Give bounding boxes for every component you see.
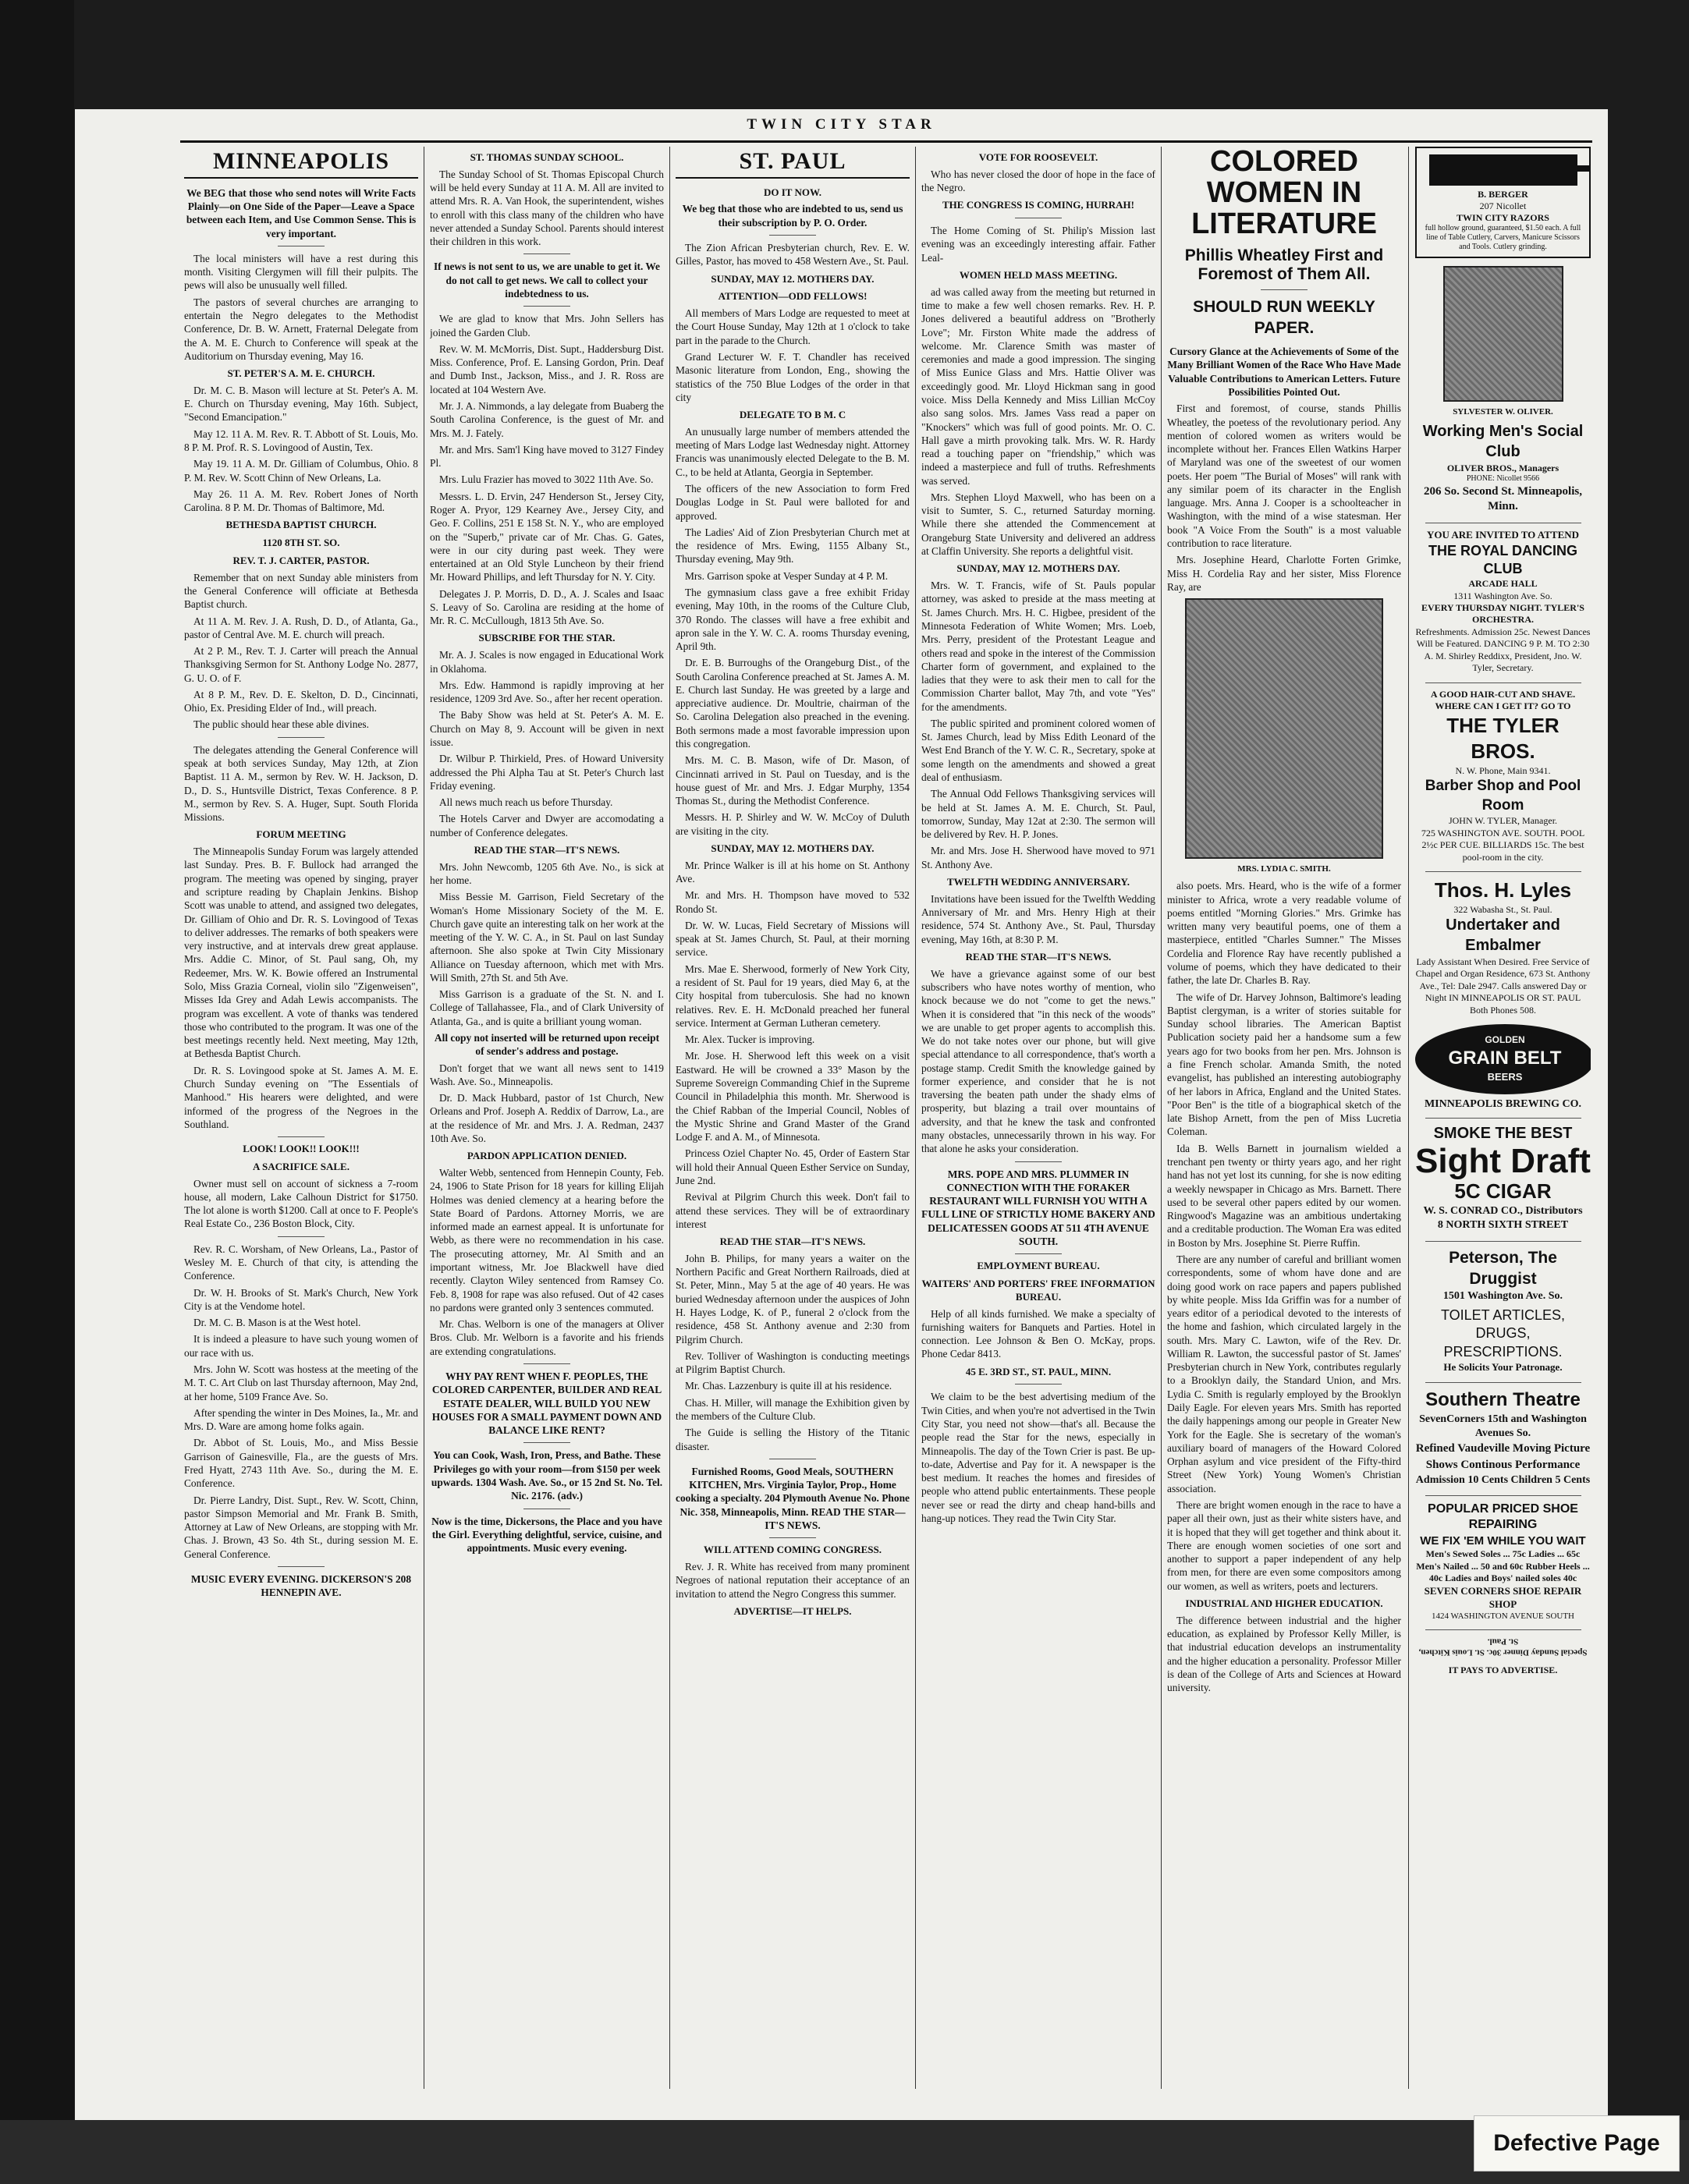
paragraph: After spending the winter in Des Moines, Ia., Mr. and Mrs. D. Ware are among home folks again. (184, 1406, 418, 1433)
paragraph: All members of Mars Lodge are requested to meet at the Court House Sunday, May 12th at 1 o'clock to take part in the parade to the Church. (676, 307, 910, 346)
paragraph: Dr. Abbot of St. Louis, Mo., and Miss Bessie Garrison of Gainesville, Fla., are the guests of Mrs. Fred Hyatt, 2743 11th Ave. So., during the M. E. Conference. (184, 1437, 418, 1490)
paragraph: The Sunday School of St. Thomas Episcopal Church will be held every Sunday at 11 A. M. All are invited to attend Mrs. R. A. Van Hook, the superintendent, wishes to enroll with this class many of the children who have never attended a Sunday School. Parents should interest their children in this work. (430, 168, 664, 248)
shoe-shop-name: SEVEN CORNERS SHOE REPAIR SHOP (1424, 1584, 1582, 1610)
dancing-club-ad (1415, 529, 1591, 675)
paragraph: Mr. Chas. Welborn is one of the managers at Oliver Bros. Club. Mr. Welborn is a favorite and his friends are extending congratulations. (430, 1318, 664, 1357)
paragraph: Owner must sell on account of sickness a 7-room house, all modern, Lake Calhoun District for $1750. The lot alone is worth $1200. Call at once to F. People's Real Estate Co., 236 Boston Block, City. (184, 1177, 418, 1230)
scan-bottom-margin (0, 2120, 1689, 2184)
divider (523, 306, 570, 307)
grain-belt-ad (1415, 1024, 1591, 1112)
subheading: A SACRIFICE SALE. (253, 1160, 350, 1172)
paragraph: Messrs. H. P. Shirley and W. W. McCoy of Duluth are visiting in the city. (676, 811, 910, 837)
subheading: SUNDAY, MAY 12. MOTHERS DAY. (956, 562, 1120, 575)
column-rule (915, 147, 916, 2089)
paragraph: John B. Philips, for many years a waiter on the Northern Pacific and Great Northern Railroads, died at St. Peter, Minn., May 5 at the age of 40 years. He was buried Wednesday afternoon under the auspices of John H. Hayes Lodge, K. of P., funeral 2 o'clock from the residence, 458 St. Anthony avenue and 2:30 from Pilgrim Church. (676, 1252, 910, 1346)
subheading: 45 E. 3RD ST., ST. PAUL, MINN. (965, 1365, 1112, 1377)
column-st-paul (676, 147, 910, 2104)
paragraph: It is indeed a pleasure to have such young women of our race with us. (184, 1333, 418, 1359)
subheading: FORUM MEETING (256, 828, 346, 841)
lyles-text: Lady Assistant When Desired. Free Service of Chapel and Organ Residence, 673 St. Anthony Ave., Tel: Dale 2947. Calls answered Day or Night IN MINNEAPOLIS OR ST. PAUL Both Phones 508. (1415, 956, 1591, 1016)
paragraph: There are bright women enough in the race to have a paper all their own, just as their white sisters have, and it is hoped that they will get together and think about it. There are enough women societies of one sort and another to support a paper independent of any help from men, for there are even some compositors among our women, as well as writers, poets and lecturers. (1167, 1499, 1401, 1592)
cigar-top: SMOKE THE BEST (1433, 1125, 1573, 1143)
column-rule (669, 147, 670, 2089)
tyler-address: 725 WASHINGTON AVE. SOUTH. POOL 2½c PER CUE. BILLIARDS 15c. The best pool-room in the city. (1421, 827, 1585, 863)
paragraph: Mrs. John Newcomb, 1205 6th Ave. No., is sick at her home. (430, 860, 664, 886)
divider (1425, 1382, 1581, 1383)
paragraph: At 2 P. M., Rev. T. J. Carter will preach the Annual Thanksgiving Sermon for St. Anthony Lodge No. 2877, G. U. O. of F. (184, 645, 418, 684)
paragraph: The Baby Show was held at St. Peter's A. M. E. Church on May 8, 9. Account will be given in next issue. (430, 709, 664, 748)
photo-caption: MRS. LYDIA C. SMITH. (1237, 864, 1331, 874)
theatre-location: SevenCorners 15th and Washington Avenues So. (1419, 1413, 1587, 1439)
paragraph: Invitations have been issued for the Twelfth Wedding Anniversary of Mr. and Mrs. Henry High at their residence, 574 St. Anthony Ave., St. Paul, Thursday evening, May 16th, at 8:30 P. M. (921, 892, 1155, 945)
divider (1015, 1253, 1062, 1254)
razor-icon (1429, 154, 1577, 186)
rooms-ad: You can Cook, Wash, Iron, Press, and Bathe. These Privileges go with your room—from $150 per week upwards. 1304 Wash. Ave. So., or 15 2nd St. No. Tel. Nic. 2176. (adv.) (431, 1449, 663, 1502)
social-club-ad (1415, 422, 1591, 515)
razor-ad-text: full hollow ground, guaranteed, $1.50 each. A full line of Table Cutlery, Carvers, Manicure Scissors and Tools. Cutlery grinding. (1425, 224, 1581, 251)
peterson-druggist-ad (1415, 1247, 1591, 1374)
paragraph: Mrs. Garrison spoke at Vesper Sunday at 4 P. M. (685, 569, 889, 582)
paragraph: Help of all kinds furnished. We make a specialty of furnishing waiters for Banquets and Parties. Hotel in connection. Lee Johnson & Ben O. McKay, props. Phone Cedar 8413. (921, 1307, 1155, 1360)
drug-title: Peterson, The Druggist (1449, 1248, 1557, 1288)
paragraph: Dr. W. H. Brooks of St. Mark's Church, New York City is at the Vendome hotel. (184, 1286, 418, 1312)
carpenter-ad: WHY PAY RENT WHEN F. PEOPLES, THE COLORED CARPENTER, BUILDER AND REAL ESTATE DEALER, WILL BUILD YOU NEW HOUSES FOR A SMALL PAYMENT DOWN AND BALANCE LIKE RENT? (431, 1370, 662, 1437)
paragraph: Dr. M. C. B. Mason will lecture at St. Peter's A. M. E. Church on Thursday evening, May 16th. Subject, "Second Emancipation." (184, 384, 418, 424)
column-minneapolis-continued (430, 147, 664, 2104)
club-managers: OLIVER BROS., Managers (1446, 462, 1559, 473)
dance-address: 1311 Washington Ave. So. (1453, 590, 1552, 601)
subheadline: Phillis Wheatley First and Foremost of Them All. (1184, 246, 1384, 283)
subheading: PARDON APPLICATION DENIED. (467, 1150, 627, 1162)
drug-address: 1501 Washington Ave. So. (1442, 1289, 1563, 1302)
theatre-title: Southern Theatre (1425, 1388, 1581, 1410)
subheading: DO IT NOW. (763, 186, 822, 198)
divider (523, 1442, 570, 1443)
club-phone: PHONE: Nicollet 9566 (1466, 474, 1540, 484)
scan-left-margin (0, 0, 74, 2184)
subheading: SUBSCRIBE FOR THE STAR. (478, 632, 616, 644)
paragraph: Mrs. Lulu Frazier has moved to 3022 11th Ave. So. (439, 473, 654, 486)
dance-info: Refreshments. Admission 25c. Newest Dances Will be Featured. DANCING 9 P. M. TO 2:30 A. M. Shirley Reddixx, President, Jno. W. Tyler, Secretary. (1415, 626, 1591, 674)
divider (1015, 1161, 1062, 1162)
pope-plummer-ad: MRS. POPE AND MRS. PLUMMER IN CONNECTION WITH THE FORAKER RESTAURANT WILL FURNISH YOU WITH A FULL LINE OF STRICTLY HOME BAKERY AND DELICATESSEN GOODS AT 511 4TH AVENUE SOUTH. (921, 1168, 1155, 1247)
tyler-phone: N. W. Phone, Main 9341. (1455, 764, 1551, 776)
paragraph: Mr. Chas. Lazzenbury is quite ill at his residence. (685, 1380, 892, 1392)
paragraph: The gymnasium class gave a free exhibit Friday evening, May 10th, in the rooms of the Culture Club, 370 Rondo. The classes will have a free exhibit and apron sale in the Y. W. C. A. rooms Thursday evening, April 9th. (676, 586, 910, 653)
paragraph: All news much reach us before Thursday. (439, 796, 613, 809)
beer-name: GRAIN BELT (1448, 1047, 1562, 1069)
theatre-show: Refined Vaudeville Moving Picture Shows Continous Performance (1415, 1441, 1591, 1471)
paragraph: Mrs. W. T. Francis, wife of St. Pauls popular attorney, was asked to preside at the mass meeting at St. James Church. Mrs. H. C. Higbee, president of the Minnesota Federation of White Women; Mrs. Loeb, Mrs. Perry, president of the Protestant League and others read and spoke in the interest of the Commission Charter form of government, and explained to the ladies that they were to ask their men to call for the Commission Charter ballot, May 7th, and vote "Yes" for the amendments. (921, 580, 1155, 713)
subheading: WAITERS' AND PORTERS' FREE INFORMATION BUREAU. (921, 1278, 1155, 1303)
newspaper-page (75, 109, 1608, 2120)
paragraph: Dr. M. C. B. Mason is at the West hotel. (193, 1317, 361, 1329)
paragraph: All copy not inserted will be returned upon receipt of sender's address and postage. (434, 1032, 660, 1058)
paragraph: The Guide is selling the History of the Titanic disaster. (676, 1427, 910, 1452)
column-rule (1408, 147, 1409, 2089)
divider (1425, 682, 1581, 683)
club-address: 206 So. Second St. Minneapolis, Minn. (1424, 485, 1582, 513)
column-rule (1161, 147, 1162, 2089)
tyler-top: A GOOD HAIR-CUT AND SHAVE. WHERE CAN I GET IT? GO TO (1430, 688, 1576, 712)
divider (1425, 871, 1581, 872)
paragraph: Mrs. Mae E. Sherwood, formerly of New York City, a resident of St. Paul for 19 years, died May 6, at the City hospital from tuberculosis. She had no known relatives. Rev. E. H. McDonald preached her funeral service. Interment at German Lutheran cemetery. (676, 963, 910, 1029)
paragraph: Rev. W. M. McMorris, Dist. Supt., Haddersburg Dist. Miss. Conference, Prof. E. Lansing Gordon, Prin. Deaf and Dumb Inst., Jackson, Miss., and J. R. Ross are located at 104 Western Ave. (430, 342, 664, 395)
paragraph: Delegates J. P. Morris, D. D., A. J. Scales and Isaac S. Leavy of So. Carolina are residing at the home of Mr. R. C. McCullough, 1813 5th Ave. So. (430, 587, 664, 627)
paragraph: Rev. J. R. White has received from many prominent Negroes of national reputation their acceptance of an invitation to attend the Negro Congress this summer. (676, 1560, 910, 1600)
paragraph: An unusually large number of members attended the meeting of Mars Lodge last Wednesday night. Attorney Francis was unanimously elected Delegate to the B. M. C., to be held at Atlanta, Georgia in September. (676, 425, 910, 478)
sight-draft-ad (1415, 1124, 1591, 1232)
lyles-undertaker-ad (1415, 878, 1591, 1016)
paragraph: May 12. 11 A. M. Rev. R. T. Abbott of St. Louis, Mo. 8 P. M. Prof. R. S. Lovingood of Austin, Tex. (184, 427, 418, 453)
column-literature (1167, 147, 1401, 2104)
editor-notice: We beg that those who are indebted to us, send us their subscription by P. O. Order. (682, 203, 903, 229)
paragraph: The Ladies' Aid of Zion Presbyterian Church met at the residence of Mrs. Ewing, 1155 Albany St., Thursday evening, May 9th. (676, 526, 910, 566)
music-notice: MUSIC EVERY EVENING. DICKERSON'S 208 HENNEPIN AVE. (190, 1572, 412, 1599)
club-title: Working Men's Social Club (1422, 423, 1584, 460)
paragraph: The public should hear these able divines. (193, 718, 369, 731)
paragraph: We have a grievance against some of our best subscribers who have notes worthy of mention, who knock because we do not "come to get the news." When it is considered that "in this neck of the woods" we are unable to get proper agents to accomplish this. We do not take notes over our phone, but will give special attendance to all correspondence, that's worth a postage stamp. Credit Smith the knowledge gained by former experience, and consider that he is not traversing the beaten path under the shady elms of prosperity, but blazing a trail over mountains of adversity, and that he knew the task and confronted many obstacles, unnecessarily thrown in his way. For that alone he asks your consideration. (921, 967, 1155, 1155)
paragraph: May 26. 11 A. M. Rev. Robert Jones of North Carolina. 8 P. M. Dr. Thomas of Baltimore, Md. (184, 488, 418, 514)
subheading: READ THE STAR—IT'S NEWS. (965, 950, 1112, 963)
paragraph: Dr. Wilbur P. Thirkield, Pres. of Howard University addressed the Phi Alpha Tau at St. Peter's Church last Friday evening. (430, 753, 664, 792)
subheading: SUNDAY, MAY 12. MOTHERS DAY. (711, 272, 875, 285)
paragraph: Dr. E. B. Burroughs of the Orangeburg Dist., of the South Carolina Conference preached at St. James A. M. E. Church last Sunday. He was greeted by a large and appreciative audience. Dr. Moultrie, chairman of the So. Carolina Delegation also preached in the evening. Both sermons made a most favorable impression upon this congregation. (676, 657, 910, 750)
tyler-manager: JOHN W. TYLER, Manager. (1448, 815, 1558, 827)
beer-sub: BEERS (1487, 1070, 1523, 1083)
paragraph: Rev. R. C. Worsham, of New Orleans, La., Pastor of Wesley M. E. Church of that city, is attending the Conference. (184, 1243, 418, 1282)
paragraph: The local ministers will have a rest during this month. Visiting Clergymen will fill their pulpits. The pews will also be unusually well filled. (184, 252, 418, 292)
paragraph: May 19. 11 A. M. Dr. Gilliam of Columbus, Ohio. 8 P. M. Rev. W. Scott Chinn of New Orleans, La. (184, 458, 418, 484)
paragraph: Rev. Tolliver of Washington is conducting meetings at Pilgrim Baptist Church. (676, 1349, 910, 1376)
divider (1261, 289, 1308, 290)
tyler-title: THE TYLER BROS. (1446, 713, 1559, 764)
drug-sub: He Solicits Your Patronage. (1443, 1360, 1563, 1373)
paragraph: The delegates attending the General Conference will speak at both services Sunday, May 12th, at Zion Baptist. 11 A. M., sermon by Rev. W. H. Jackson, D. D., D. S., Huntsville District, Texas Conference. 8 P. M., sermon by Rev. S. A. Huger, Supt. South Florida Missions. (184, 743, 418, 824)
divider (769, 1537, 816, 1538)
razor-ad (1415, 147, 1591, 258)
divider (278, 1566, 325, 1567)
razor-ad-name: B. BERGER (1478, 189, 1528, 200)
paragraph: The difference between industrial and the higher education, as explained by Professor Kelly Miller, is that industrial education develops an instrumentality and the higher education a personality. Professor Miller is dean of the College of Arts and Sciences at Howard university. (1167, 1614, 1401, 1694)
paragraph: ad was called away from the meeting but returned in time to make a few well chosen remarks. Rev. H. P. Jones delivered a beautiful address on "Brotherly Love"; Mr. Firston White made the address of welcome. Mr. Clarence Smith was master of ceremonies and made a good impression. The singing of Miss Eunice Glass and Mrs. Hattie Oliver was exceedingly good. Mr. Lloyd Hickman sang in good voice. Miss Della Kennedy and Miss Lillian McCoy also sang solos. Mrs. James Vass read a paper on "Knockers" which was full of good points. Mr. O. C. Hall gave a mirth provoking talk. Mrs. W. R. Hardy read a touching paper on "friendship," which was indeed a masterpiece and full of truths. Refreshments was served. (921, 285, 1155, 487)
subheading: ATTENTION—ODD FELLOWS! (718, 290, 868, 303)
paragraph: The Hotels Carver and Dwyer are accomodating a number of Conference delegates. (430, 813, 664, 838)
paragraph: The public spirited and prominent colored women of St. James Church, lead by Miss Edith Leonard of the West End Branch of the Y. W. C. R., Secretary, spoke at some length on the amendments and showed a great deal of enthusiasm. (921, 717, 1155, 784)
masthead: TWIN CITY STAR (747, 116, 936, 133)
tyler-shop: Barber Shop and Pool Room (1425, 778, 1581, 814)
pays-to-advertise: IT PAYS TO ADVERTISE. (1448, 1664, 1558, 1675)
paragraph: The Annual Odd Fellows Thanksgiving services will be held at St. James A. M. E. Church, St. Paul, tomorrow, Sunday, May 12at at 2:30. The sermon will be delivered by Rev. H. P. Jones. (921, 788, 1155, 841)
paragraph: At 8 P. M., Rev. D. E. Skelton, D. D., Cincinnati, Ohio, Ex. Presiding Elder of Ind., will preach. (184, 688, 418, 714)
paragraph: Chas. H. Miller, will manage the Exhibition given by the members of the Culture Club. (676, 1396, 910, 1422)
theatre-price: Admission 10 Cents Children 5 Cents (1415, 1473, 1591, 1486)
paragraph: Dr. D. Mack Hubbard, pastor of 1st Church, New Orleans and Prof. Joseph A. Reddix of Darrow, La., are at the residence of Mr. and Mrs. J. A. Redman, 2437 10th Ave. So. (430, 1092, 664, 1145)
paragraph: Revival at Pilgrim Church this week. Don't fail to attend these services. They will be of extraordinary interest (676, 1191, 910, 1230)
paragraph: Remember that on next Sunday able ministers from the General Conference will officiate at Bethesda Baptist church. (184, 571, 418, 611)
subheading: 1120 8TH ST. SO. (262, 537, 340, 549)
divider (1425, 1241, 1581, 1242)
paragraph: Mrs. Stephen Lloyd Maxwell, who has been on a visit to Sumter, S. C., returned Saturday morning. While there she attended the Commencement at Orangeburg State University and delivered an address at Claffin University. She reports a delightful visit. (921, 491, 1155, 558)
paragraph: Mrs. John W. Scott was hostess at the meeting of the M. T. C. Art Club on last Thursday afternoon, May 2nd, at her home, 5109 France Ave. So. (184, 1363, 418, 1402)
subheading: ST. PETER'S A. M. E. CHURCH. (227, 367, 375, 380)
subheading: EMPLOYMENT BUREAU. (977, 1260, 1100, 1272)
lyles-trade: Undertaker and Embalmer (1446, 916, 1560, 954)
portrait-photo (1443, 266, 1563, 402)
section-title-minneapolis: MINNEAPOLIS (184, 147, 418, 179)
paragraph: Dr. Pierre Landry, Dist. Supt., Rev. W. Scott, Chinn, pastor Simpson Memorial and Mr. Frank B. Smith, Attorney at Law of New Orleans, are stopping with Mr. Chas. J. Brown, 43 So. 4th St., during session M. E. General Conference. (184, 1494, 418, 1560)
headline-colored-women: COLORED WOMEN IN LITERATURE (1191, 147, 1377, 240)
cigar-address: 8 NORTH SIXTH STREET (1437, 1219, 1569, 1232)
dickersons-ad: Now is the time, Dickersons, the Place and you have the Girl. Everything delightful, service, cuisine, and appointments. Music every evening. (431, 1515, 662, 1555)
editor-notice: If news is not sent to us, we are unable to get it. We do not call to get news. We call to collect your indebtedness to us. (433, 261, 660, 300)
subheading: LOOK! LOOK!! LOOK!!! (243, 1143, 360, 1155)
paragraph: Dr. R. S. Lovingood spoke at St. James A. M. E. Church Sunday evening on "The Essentials of Manhood." His hearers were delighted, and were informed of the progress of the Negroes in the Southland. (184, 1064, 418, 1130)
divider (278, 1136, 325, 1137)
paragraph: There are any number of careful and brilliant women correspondents, some of whom have done and are doing good work on race papers and papers published by white people. Miss Ida Griffin was for a number of years editor of a periodical devoted to the interests of the home and fashion, which circulated largely in the south. Mrs. Mary C. Lawton, wife of the Rev. Dr. William R. Lawton, the successful pastor of St. James' Presbyterian church in New York, contributes regularly to a Brooklyn daily, the Standard Union, and Mrs. Lydia C. Smith is regularly employed by the Brooklyn Daily Eagle. For eleven years Mrs. Smith has reported the daily happenings among our people in Greater New York for the Eagle. She is secretary of the woman's auxiliary board of managers of the Howard Colored Orphan asylum and vice president of the Fifty-third Street (New York) Young Women's Christian association. (1167, 1253, 1401, 1494)
paragraph: Mr. and Mrs. Sam'l King have moved to 3127 Findey Pl. (430, 443, 664, 470)
shoe-title: POPULAR PRICED SHOE REPAIRING (1428, 1502, 1578, 1532)
subheading: INDUSTRIAL AND HIGHER EDUCATION. (1185, 1597, 1383, 1609)
subheading: SUNDAY, MAY 12. MOTHERS DAY. (711, 842, 875, 854)
paragraph: The Home Coming of St. Philip's Mission last evening was an exceedingly interesting affair. Father Leal- (921, 225, 1155, 264)
paragraph: We claim to be the best advertising medium of the Twin Cities, and when you're not advertised in the Twin City Star, you need not show—that's all. Because the people read the Star for the news, especially in Minneapolis. The day of the Town Crier is past. Be up-to-date, Advertise and Pay for it. A newspaper is the best medium. It reaches the homes and firesides of people who attend public entertainments. These people never see or read the dirty and cheap hand-bills and hang-up notices. They read the Twin City Star. (921, 1391, 1155, 1524)
section-title-st-paul: ST. PAUL (676, 147, 910, 179)
paragraph: Mrs. Josephine Heard, Charlotte Forten Grimke, Miss H. Cordelia Ray and her sister, Miss Florence Ray, are (1167, 554, 1401, 593)
paragraph: Mrs. M. C. B. Mason, wife of Dr. Mason, of Cincinnati arrived in St. Paul on Tuesday, and is the house guest of Mr. and Mrs. J. Edgar Murphy, 1354 Thomas St., during the Methodist Conference. (676, 754, 910, 807)
paragraph: Who has never closed the door of hope in the face of the Negro. (921, 168, 1155, 194)
paragraph: Mr. Jose. H. Sherwood left this week on a visit Eastward. He will be crowned a 33° Mason by the Supreme Sovereign Commanding Chief in the Supreme Council in Philadelphia this month. Mr. Sherwood is the Chief Rabban of the Imperial Council, Nobles of the Mystic Shrine and Grand Master of the Grand Lodge F. and A. M., of Minnesota. (676, 1050, 910, 1143)
subheading: READ THE STAR—IT'S NEWS. (474, 843, 620, 856)
paragraph: Mr. J. A. Nimmonds, a lay delegate from Buaberg the South Carolina Conference, is the guest of Mr. and Mrs. M. J. Fately. (430, 399, 664, 439)
paragraph: also poets. Mrs. Heard, who is the wife of a former minister to Africa, wrote a very readable volume of poems entitled "Morning Glories." Mrs. Grimke has written many very beautiful poems, one of them a masterpiece, entitled "Charles Sumner." The Misses Cordelia and Florence Ray have recently published a volume of poems, which they have dedicated to their father, the late Dr. Charles B. Ray. (1167, 880, 1401, 987)
subheading: THE CONGRESS IS COMING, HURRAH! (942, 199, 1134, 211)
divider (523, 1363, 570, 1364)
paragraph: The Zion African Presbyterian church, Rev. E. W. Gilles, Pastor, has moved to 458 Western Ave., St. Paul. (676, 242, 910, 268)
dance-when: EVERY THURSDAY NIGHT. TYLER'S ORCHESTRA. (1421, 601, 1584, 626)
paragraph: Ida B. Wells Barnett in journalism wielded a trenchant pen twenty or thirty years ago, and her right hand has not yet lost its cunning, for she is now editing a weekly newspaper in Chicago as Mrs. Barnett. There used to be several other papers edited by our women. Ringwood's Magazine was an ambitious undertaking and a creditable production. The Woman Era was edited in Boston by Mrs. Josephine St. Pierre Ruffin. (1167, 1142, 1401, 1249)
column-minneapolis (184, 147, 418, 2104)
cigar-distributor: W. S. CONRAD CO., Distributors (1423, 1205, 1583, 1218)
divider (1425, 1118, 1581, 1119)
paragraph: Don't forget that we want all news sent to 1419 Wash. Ave. So., Minneapolis. (430, 1062, 664, 1087)
paragraph: Grand Lecturer W. F. T. Chandler has received Masonic literature from London, Eng., showing the statistics of the 750 Blue Lodges of the order in that city (676, 350, 910, 403)
paragraph: We are glad to know that Mrs. John Sellers has joined the Garden Club. (430, 313, 664, 339)
divider (1425, 1629, 1581, 1630)
cigar-name: Sight Draft (1415, 1141, 1591, 1180)
paragraph: The wife of Dr. Harvey Johnson, Baltimore's leading Baptist clergyman, is a writer of stories suitable for Sunday school libraries. The American Baptist Publication society paid her a handsome sum a few years ago for two books from her pen. Mrs. Johnson is a fine French scholar. Amanda Smith, the noted evangelist, has published an interesting autobiography of her labors in Africa, England and the United States. "Poor Ben" is the title of a biographical sketch of the late Bishop Arnett, from the pen of Miss Lucretia Coleman. (1167, 991, 1401, 1138)
grain-belt-logo (1415, 1024, 1591, 1094)
defective-page-label: Defective Page (1474, 2115, 1680, 2172)
dance-invite: YOU ARE INVITED TO ATTEND (1426, 528, 1580, 541)
subheading: WILL ATTEND COMING CONGRESS. (703, 1544, 882, 1556)
column-st-paul-continued (921, 147, 1155, 2104)
lyles-address: 322 Wabasha St., St. Paul. (1453, 903, 1552, 915)
shoe-address: 1424 WASHINGTON AVENUE SOUTH (1431, 1611, 1575, 1622)
paragraph: Princess Oziel Chapter No. 45, Order of Eastern Star will hold their Annual Queen Esther Service on Sunday, June 2nd. (676, 1147, 910, 1186)
subheading: ST. THOMAS SUNDAY SCHOOL. (470, 151, 624, 163)
divider (1425, 1495, 1581, 1496)
paragraph: The officers of the new Association to form Fred Douglas Lodge in St. Paul were balloted for and approved. (676, 482, 910, 522)
portrait-photo (1185, 598, 1383, 859)
paragraph: The Minneapolis Sunday Forum was largely attended last Sunday. Pres. B. F. Bullock had arranged the program. The meeting was opened by singing, prayer and scripture reading by Chaplain Jenkins. Bishop Scott was unable to attend, and assigned two delegates, Dr. Gilliam of Ohio and Dr. R. S. Lovingood of Texas to deliver addresses. The remarks of both speakers were very instructive, and at intervals drew great applause. Mrs. Addie C. Minor, of St. Paul sang, Oh, my Redeemer, Mrs. W. K. Bowie offered an Instrumental Solo, Miss Grazia Corneal, violin silo "Zigenweisen", Misses Ida Grey and Adah Lewis accompanists. The program was excellent. A vote of thanks was tendered those who contributed to the program. It was one of the best meetings recently held. Next meeting, May 12th, at Bethesda Baptist Church. (184, 846, 418, 1060)
dance-title: THE ROYAL DANCING CLUB (1428, 542, 1578, 576)
upside-down-ad: Special Sunday Dinner 30c. St. Louis Kitchen, St. Paul. (1418, 1636, 1588, 1658)
drug-items: TOILET ARTICLES, DRUGS, PRESCRIPTIONS. (1440, 1306, 1566, 1360)
subheading: DELEGATE TO B M. C (739, 409, 846, 421)
razor-ad-title: TWIN CITY RAZORS (1457, 212, 1549, 223)
paragraph: First and foremost, of course, stands Phillis Wheatley, the poetess of the revolutionary period. Any mention of colored women as writers would be incomplete without her. Frances Ellen Watkins Harper of Maryland was one of the sweetest of our women poets. Her poem "The Burial of Moses" will rank with any similar poem of its character in the English language. Mrs. Anna J. Cooper is a schoolteacher in Washington, with the mind of a wise statesman. Her book "A Voice From the South" is a most valuable contribution to race literature. (1167, 402, 1401, 550)
paragraph: Mr. and Mrs. Jose H. Sherwood have moved to 971 St. Anthony Ave. (921, 845, 1155, 870)
divider (278, 737, 325, 738)
dance-hall: ARCADE HALL (1468, 578, 1538, 590)
paragraph: At 11 A. M. Rev. J. A. Rush, D. D., of Atlanta, Ga., pastor of Central Ave. M. E. church will preach. (184, 615, 418, 640)
column-advertisements (1415, 147, 1591, 2104)
paragraph: Mrs. Edw. Hammond is rapidly improving at her residence, 1209 3rd Ave. So., after her recent operation. (430, 679, 664, 705)
southern-kitchen-ad: Furnished Rooms, Good Meals, SOUTHERN KITCHEN, Mrs. Virginia Taylor, Prop., Home cooking a specialty. 204 Plymouth Avenue No. Phone Nic. 358, Minneapolis, Minn. READ THE STAR—IT'S NEWS. (676, 1465, 910, 1531)
cigar-price: 5C CIGAR (1454, 1179, 1552, 1203)
southern-theatre-ad (1415, 1388, 1591, 1487)
editor-notice: We BEG that those who send notes will Write Facts Plainly—on One Side of the Paper—Leave a Space between each Item, and Use Common Sense. This is very important. (186, 186, 417, 239)
subheading: TWELFTH WEDDING ANNIVERSARY. (947, 876, 1130, 888)
divider (769, 235, 816, 236)
subheading: ADVERTISE—IT HELPS. (733, 1604, 852, 1617)
deck: Cursory Glance at the Achievements of Some of the Many Brilliant Women of the Race Who Have Made Valuable Contributions to American Letters. Future Possibilities Pointed Out. (1167, 346, 1401, 398)
subheading: BETHESDA BAPTIST CHURCH. (225, 519, 377, 531)
beer-top: GOLDEN (1485, 1034, 1525, 1046)
razor-ad-address: 207 Nicollet (1479, 200, 1527, 211)
divider (278, 1236, 325, 1237)
paragraph: The pastors of several churches are arranging to entertain the Negro delegates to the Methodist Conference, Dr. B. W. Arnett, Fraternal Delegate from the A. M. E. Church to Conference will speak at the Auditorium on Thursday evening, May 16. (184, 296, 418, 362)
shoe-prices: Men's Sewed Soles ... 75c Ladies ... 65c Men's Nailed ... 50 and 60c Rubber Heels ... 40c Ladies and Boys' nailed soles 40c (1416, 1548, 1590, 1584)
paragraph: Mr. Prince Walker is ill at his home on St. Anthony Ave. (676, 859, 910, 885)
shoe-repair-ad (1415, 1502, 1591, 1622)
subheadline: SHOULD RUN WEEKLY PAPER. (1193, 297, 1375, 338)
paragraph: Dr. W. W. Lucas, Field Secretary of Missions will speak at St. James Church, St. Paul, at their morning service. (676, 919, 910, 959)
shoe-sub: WE FIX 'EM WHILE YOU WAIT (1420, 1534, 1586, 1548)
brewing-co: MINNEAPOLIS BREWING CO. (1424, 1098, 1582, 1111)
paragraph: Miss Bessie M. Garrison, Field Secretary of the Woman's Home Missionary Society of the M. E. Church gave quite an interesting talk on her work at the meeting of the Y. W. C. A., in St. Paul on last Sunday afternoon. She also spoke at Twin City Missionary Alliance on Tuesday afternoon, which met with Mrs. Will Smith, 27th St. and 5th Ave. (430, 891, 664, 984)
subheading: READ THE STAR—IT'S NEWS. (719, 1236, 866, 1248)
subheading: REV. T. J. CARTER, PASTOR. (232, 554, 370, 566)
masthead-rule (180, 140, 1592, 143)
paragraph: Messrs. L. D. Ervin, 247 Henderson St., Jersey City, Roger A. Pryor, 129 Kearney Ave., Jersey City, and Geo. F. Collins, 251 E 158 St. N. Y., who are employed on the "Superb," private car of Mr. Chas. G. Gates, were in our city during past week. They were entertained at an Old Style Luncheon by their friend Mr. Howard Phillips, and left Thursday for N. Y. City. (430, 490, 664, 583)
photo-caption: SYLVESTER W. OLIVER. (1453, 407, 1553, 417)
subheading: VOTE FOR ROOSEVELT. (978, 151, 1098, 163)
subheading: WOMEN HELD MASS MEETING. (959, 268, 1118, 281)
paragraph: Mr. A. J. Scales is now engaged in Educational Work in Oklahoma. (430, 649, 664, 675)
lyles-title: Thos. H. Lyles (1434, 878, 1572, 902)
paragraph: Miss Garrison is a graduate of the St. N. and I. College of Tallahassee, Fla., and of Clark University of Atlanta, Ga., and is quite a brilliant young woman. (430, 988, 664, 1027)
tyler-bros-ad (1415, 689, 1591, 863)
paragraph: Mr. and Mrs. H. Thompson have moved to 532 Rondo St. (676, 889, 910, 915)
paragraph: Walter Webb, sentenced from Hennepin County, Feb. 24, 1906 to State Prison for 18 years for killing Elijah Holmes was denied clemency at a hearing before the State Board of Pardons. Attorney Morris, we are informed made an earnest appeal. It is unfortunate for Webb, as there were no recommendation in his case. The prosecuting attorney, Mr. Al Smith and an important witness, Mr. Joe Blackwell have died recently. Clayton Wiley sentenced from Ramsey Co. Feb. 8, 1908 for rape was also refused. Out of 42 cases no pardons were granted only 3 sentences commuted. (430, 1167, 664, 1314)
paragraph: Mr. Alex. Tucker is improving. (685, 1034, 815, 1046)
